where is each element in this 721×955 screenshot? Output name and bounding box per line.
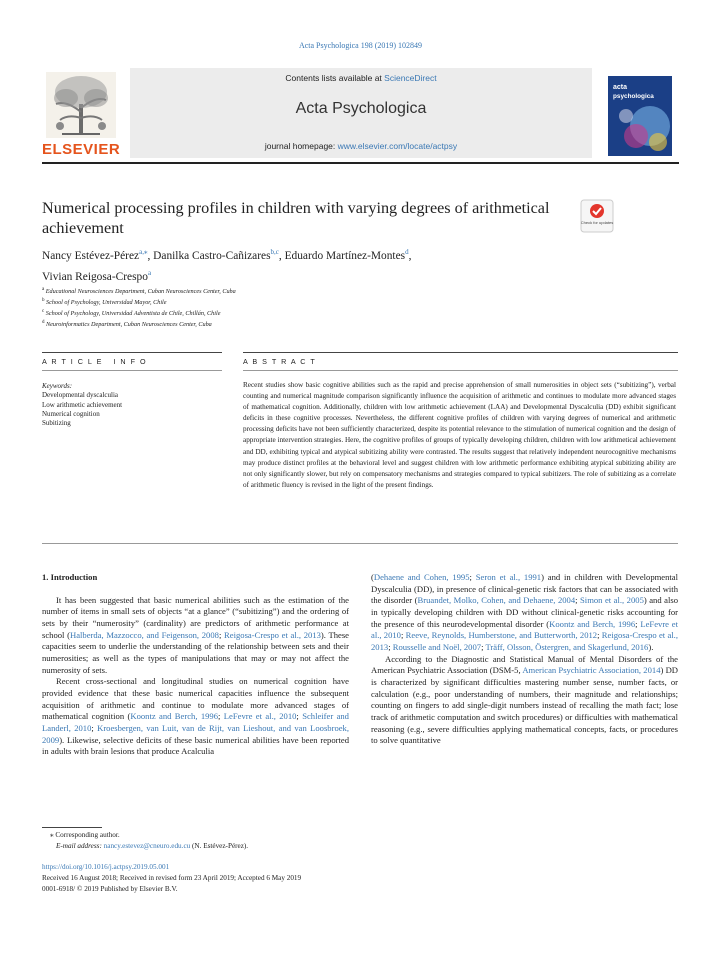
author-name: Danilka Castro-Cañizares bbox=[153, 249, 271, 262]
cover-title-bottom: psychologica bbox=[613, 93, 654, 100]
affiliation-text: School of Psychology, Universidad Adventista de Chile, Chillán, Chile bbox=[45, 310, 221, 318]
check-updates-label: Check for updates bbox=[580, 220, 614, 225]
paragraph-text: ) DD is characterized by significant difficulties mastering number sense, number facts, or calculation (e.g., poor understanding of numbers, their magnitude and relationships; counting on fingers to add single-digit numbers instead of recalling the math fact; lose track of arithmetic computation and switch procedures) or difficulties with mathematical reasoning (e.g., severe difficulties applying mathematical concepts, facts, or procedures to solve quantitative bbox=[371, 665, 678, 746]
affiliation bbox=[42, 285, 602, 296]
citation-link[interactable]: Dehaene and Cohen, 1995 bbox=[373, 572, 470, 582]
left-paragraph bbox=[42, 595, 349, 677]
section-heading: 1. Introduction bbox=[42, 572, 98, 582]
author-sep: , bbox=[147, 249, 154, 262]
journal-homepage bbox=[130, 141, 592, 151]
affiliation-sup: c bbox=[42, 309, 45, 315]
affiliation-text: Neuroinformatics Department, Cuban Neurosciences Center, Cuba bbox=[46, 321, 212, 329]
abstract-bottom-rule bbox=[243, 370, 678, 371]
header-rule bbox=[42, 162, 679, 164]
paragraph-text: It has been suggested that basic numerical abilities such as the estimation of the number of items in small sets of objects “at a glance” (“subitizing”) and the ordering of sets by their “numerosity” (cardinality) are predictors of arithmetic performance at school ( bbox=[42, 594, 349, 640]
paragraph-text: ; bbox=[296, 711, 303, 722]
journal-name: Acta Psychologica bbox=[295, 100, 427, 117]
publication-info bbox=[42, 862, 301, 895]
author-sup: a bbox=[147, 268, 152, 277]
affiliation-sup: a bbox=[42, 287, 45, 292]
check-for-updates-badge[interactable] bbox=[580, 199, 614, 233]
author-4[interactable] bbox=[42, 268, 152, 283]
author-name: Vivian Reigosa-Crespo bbox=[42, 270, 148, 283]
email-link[interactable]: nancy.estevez@cneuro.edu.cu bbox=[103, 842, 191, 850]
footnote-rule bbox=[42, 827, 102, 828]
body-right-column bbox=[371, 572, 678, 747]
right-paragraph bbox=[371, 654, 678, 747]
paragraph-text: ; bbox=[469, 572, 476, 582]
journal-cover-image[interactable] bbox=[608, 76, 672, 156]
affiliation bbox=[42, 318, 602, 329]
keyword: Numerical cognition bbox=[42, 409, 100, 418]
abstract-top-rule bbox=[243, 352, 678, 353]
affiliation bbox=[42, 296, 602, 307]
cover-title-top: acta bbox=[613, 84, 628, 91]
copyright-line: 0001-6918/ © 2019 Published by Elsevier B.V. bbox=[42, 885, 178, 893]
keyword: Low arithmetic achievement bbox=[42, 400, 123, 409]
keywords-label: Keywords: bbox=[42, 382, 73, 390]
paragraph-text: ; bbox=[575, 595, 581, 606]
email-suffix: (N. Estévez-Pérez). bbox=[190, 842, 249, 850]
keywords-block bbox=[42, 382, 222, 428]
abstract-text: Recent studies show basic cognitive abilities such as the rapid and precise apprehension of small numerosities in object sets (“subitizing”), verbal counting and numerical magnitude comparison significantly influence the acquisition of arithmetic and continues to modulate more advanced stages of mathematical cognition. Additionally, children with low arithmetic achievement (LAA) and Developmental Dyscalculia (DD) exhibit significant deficits in these cognitive processes. Nevertheless, the different cognitive profiles of children with varying degrees of numerical and arithmetic processing deficits have not been sufficiently characterized, despite its potential relevance to the stimulation of numerical cognition and the design of appropriate intervention strategies. Here, the cognitive profiles of groups of typically developing children, children with low arithmetical achievement and DD, exhibiting typical and atypical subitizing ability were contrasted. The results suggest that relatively independent neurocognitive mechanisms may produce distinct profiles at the behavioral level and suggest children with low arithmetic performance exhibiting atypical subitizing ability are not only significantly slower, but rely on compensatory mechanisms and strategies compared to typical subitizers. The role of subitizing as a correlate of arithmetic fluency is revised in the light of the present findings. bbox=[243, 381, 676, 489]
author-sup: a,⁎ bbox=[139, 248, 148, 256]
paragraph-text: ). Likewise, selective deficits of these basic numerical abilities have been reported in adults with brain lesions that produce Acalculia bbox=[42, 734, 349, 757]
body-left-column bbox=[42, 572, 349, 758]
paragraph-text: According to the Diagnostic and Statistical Manual of Mental Disorders of the American Psychiatric Association (DSM-5, bbox=[371, 653, 678, 676]
citation-link[interactable]: Reigosa-Crespo et al., 2013 bbox=[371, 630, 678, 652]
publication-dates: Received 16 August 2018; Received in revised form 23 April 2019; Accepted 6 May 2019 bbox=[42, 874, 302, 882]
keyword: Developmental dyscalculia bbox=[42, 391, 118, 400]
elsevier-wordmark: ELSEVIER bbox=[42, 141, 121, 158]
author-sep: , bbox=[408, 249, 412, 262]
sciencedirect-link[interactable]: ScienceDirect bbox=[384, 73, 437, 83]
citation-link[interactable]: Rousselle and Noël, 2007 bbox=[392, 641, 482, 652]
affiliation-sup: b bbox=[42, 298, 45, 304]
paragraph-text: ; bbox=[91, 722, 98, 733]
citation-link[interactable]: LeFevre et al., 2010 bbox=[371, 618, 678, 641]
citation-link[interactable]: Seron et al., 1991 bbox=[475, 572, 542, 582]
homepage-link[interactable]: www.elsevier.com/locate/actpsy bbox=[337, 141, 458, 151]
contents-line bbox=[130, 73, 592, 83]
heading-spacer bbox=[42, 584, 349, 595]
citation-link[interactable]: Koontz and Berch, 1996 bbox=[549, 618, 636, 629]
author-1[interactable] bbox=[42, 250, 153, 262]
article-info-bottom-rule bbox=[42, 370, 222, 371]
abstract-end-rule bbox=[42, 543, 678, 544]
paragraph-text: ; bbox=[635, 618, 641, 629]
journal-reference[interactable]: Acta Psychologica 198 (2019) 102849 bbox=[298, 41, 423, 50]
contents-prefix: Contents lists available at bbox=[285, 73, 385, 83]
paragraph-text: ; bbox=[218, 629, 225, 640]
article-info-heading: A R T I C L E I N F O bbox=[42, 357, 148, 366]
author-list bbox=[42, 244, 602, 286]
author-sep: , bbox=[278, 249, 285, 262]
article-title: Numerical processing profiles in children with varying degrees of arithmetical achievement bbox=[42, 199, 550, 237]
left-paragraph bbox=[42, 676, 349, 758]
citation-link[interactable]: American Psychiatric Association, 2014 bbox=[522, 665, 661, 676]
author-name: Nancy Estévez-Pérez bbox=[42, 249, 140, 262]
paragraph-text: ). bbox=[648, 641, 654, 652]
citation-link[interactable]: Reigosa-Crespo et al., 2013 bbox=[224, 629, 321, 640]
corresponding-author-note: ⁎ Corresponding author. bbox=[50, 831, 120, 839]
affiliations bbox=[42, 285, 602, 329]
paragraph-text: ; bbox=[481, 641, 486, 652]
email-line bbox=[42, 841, 248, 852]
author-sup: b,c bbox=[270, 248, 279, 256]
citation-link[interactable]: Bruandet, Molko, Cohen, and Dehaene, 2004 bbox=[417, 595, 576, 606]
paragraph-text: ; bbox=[388, 641, 393, 652]
paragraph-text: ( bbox=[371, 572, 374, 582]
keyword: Subitizing bbox=[42, 419, 71, 428]
affiliation-text: School of Psychology, Universidad Mayor, Chile bbox=[46, 299, 167, 307]
right-paragraph bbox=[371, 572, 678, 654]
author-name: Eduardo Martínez-Montes bbox=[284, 249, 406, 262]
affiliation-sup: d bbox=[42, 320, 45, 326]
doi-link[interactable]: https://doi.org/10.1016/j.actpsy.2019.05.001 bbox=[42, 863, 170, 871]
citation-link[interactable]: Reeve, Reynolds, Humberstone, and Butterworth, 2012 bbox=[405, 630, 598, 641]
affiliation-text: Educational Neurosciences Department, Cuban Neurosciences Center, Cuba bbox=[45, 288, 236, 296]
citation-link[interactable]: Kroesbergen, van Luit, van de Rijt, van Lieshout, and van Loosbroek, 2009 bbox=[42, 722, 349, 745]
paragraph-text: ; bbox=[218, 711, 224, 722]
email-label: E-mail address: bbox=[56, 842, 104, 850]
abstract-heading: A B S T R A C T bbox=[243, 357, 317, 366]
article-info-top-rule bbox=[42, 352, 222, 353]
paragraph-text: ). These capacities seem to underlie the understanding of the relationship between sets and their numerosities; as well as the types of manipulations that may or may not affect the numerosity of sets. bbox=[42, 629, 349, 675]
paragraph-text: ) and also in typically developing children with DD without clinical-genetic risks accounting for the presence of this neurodevelopmental disorder ( bbox=[371, 595, 678, 629]
check-updates-icon bbox=[580, 199, 614, 233]
homepage-prefix: journal homepage: bbox=[264, 141, 338, 151]
citation-link[interactable]: Simon et al., 2005 bbox=[580, 595, 644, 606]
affiliation bbox=[42, 307, 602, 318]
paragraph-text: ) and in children with Developmental Dyscalculia (DD), in presence of clinical-genetic risk factors that can be associated with the disorder ( bbox=[371, 572, 678, 606]
citation-link[interactable]: Träff, Olsson, Östergren, and Skagerlund, 2016 bbox=[485, 641, 649, 652]
author-2[interactable] bbox=[153, 250, 284, 262]
citation-link[interactable]: LeFevre et al., 2010 bbox=[223, 711, 297, 722]
citation-link[interactable]: Koontz and Berch, 1996 bbox=[130, 711, 219, 722]
paragraph-text: ; bbox=[400, 630, 406, 641]
citation-link[interactable]: Schleifer and Landerl, 2010 bbox=[42, 711, 349, 733]
footnote bbox=[42, 830, 248, 852]
citation-link[interactable]: Halberda, Mazzocco, and Feigenson, 2008 bbox=[70, 629, 219, 640]
author-3[interactable] bbox=[285, 250, 412, 262]
author-sup: d bbox=[405, 248, 409, 256]
paragraph-text: ; bbox=[597, 630, 602, 641]
paragraph-text: Recent cross-sectional and longitudinal studies on numerical cognition have provided evidence that these basic numerical capacities influence the subsequent acquisition of arithmetic and continue to modulate more advanced stages of mathematical cognition ( bbox=[42, 676, 349, 722]
